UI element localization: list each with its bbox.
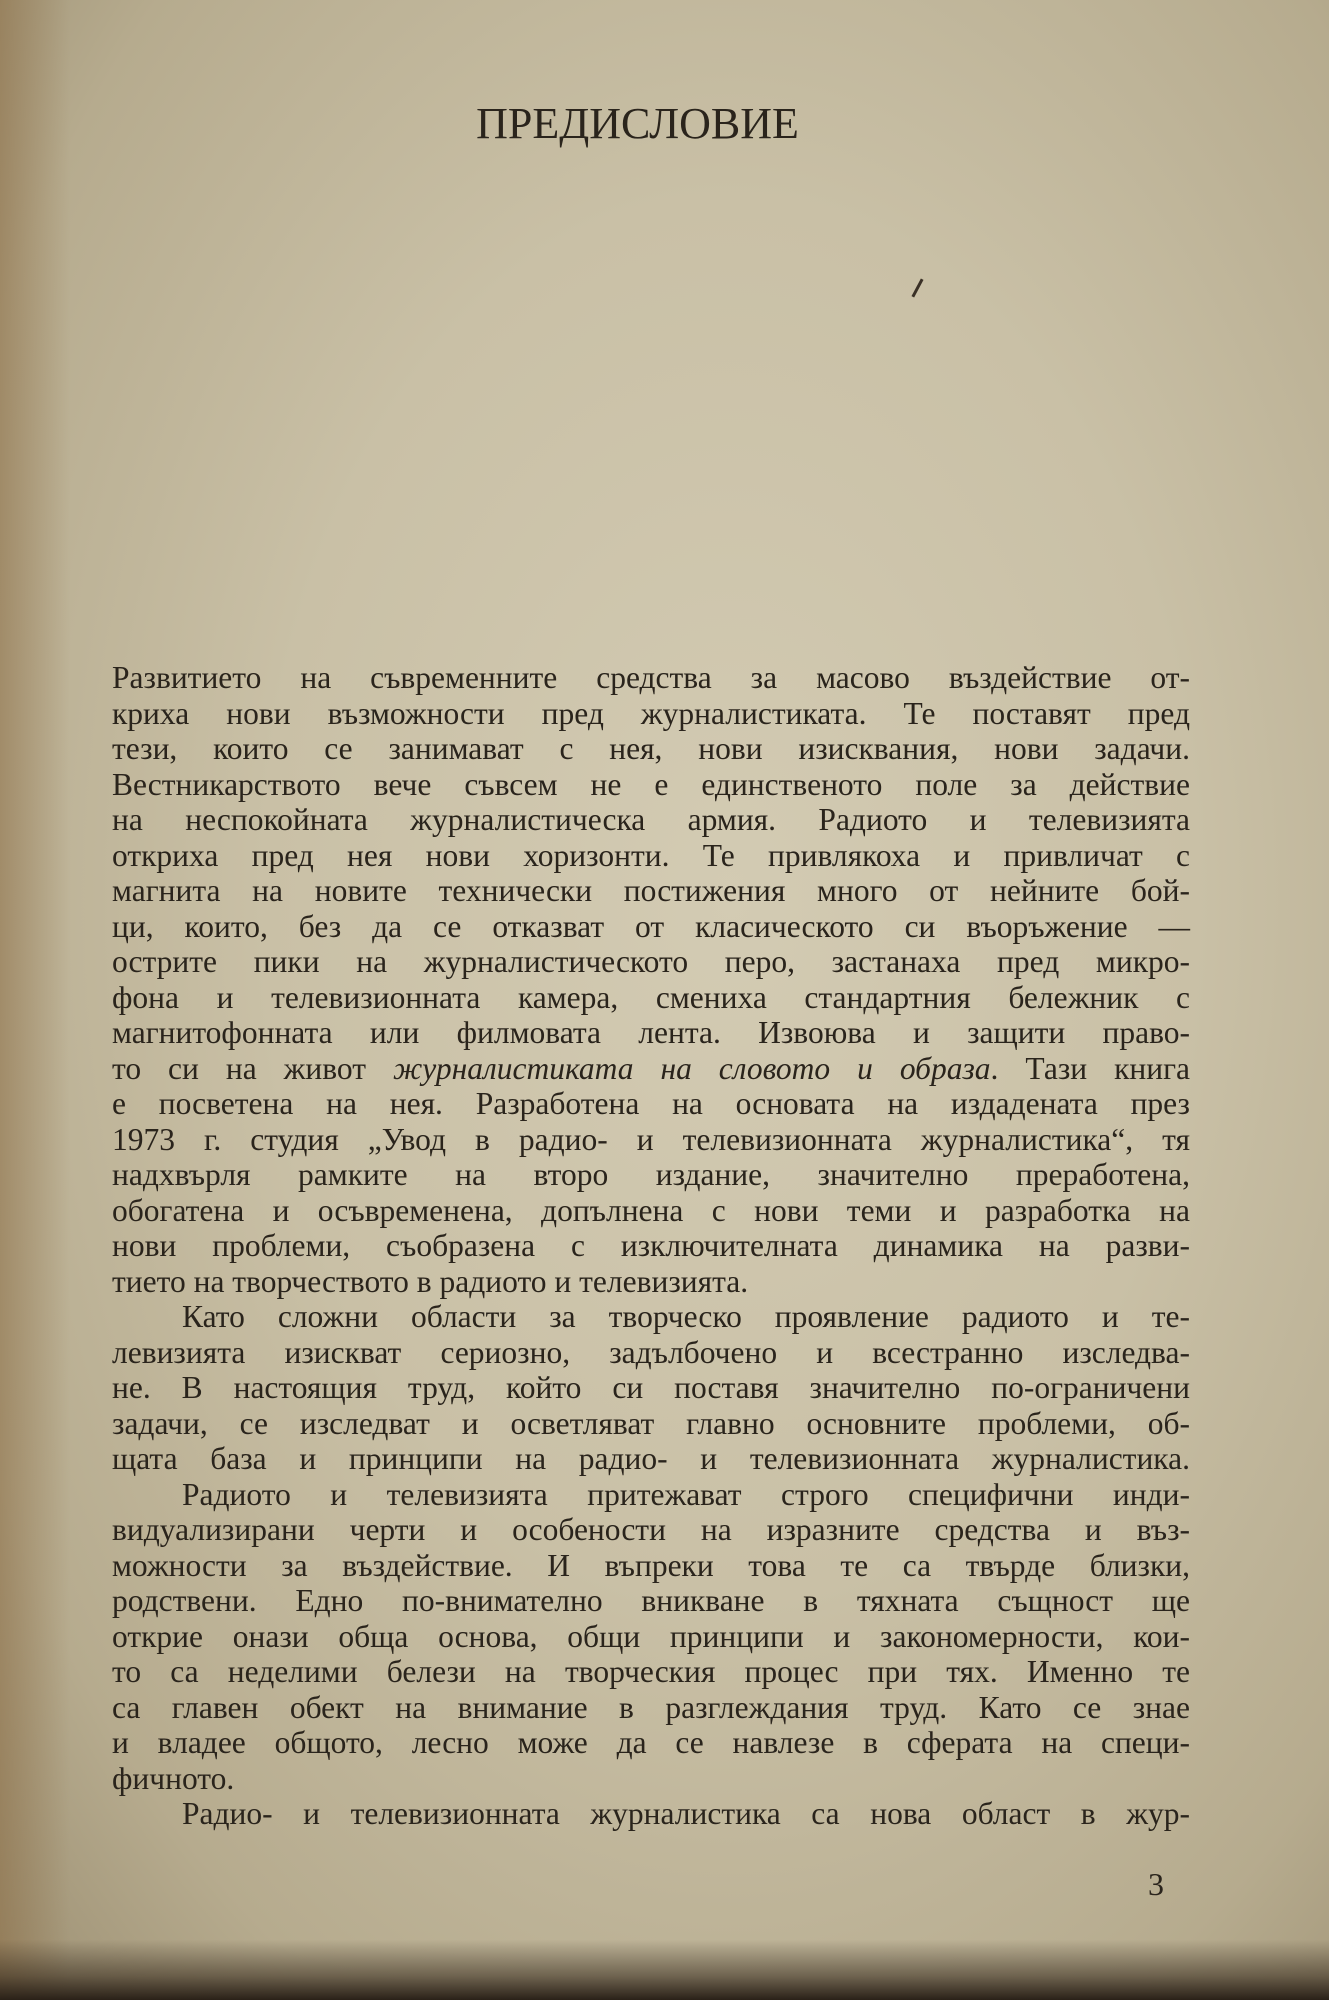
text-line: Радиото и телевизията притежават строго специфични инди- — [182, 1476, 1190, 1512]
text-line: Радио- и телевизионната журналистика са нова област в жур- — [182, 1796, 1190, 1831]
body-text — [112, 660, 1190, 1832]
text-line: и владее общото, лесно може да се навлезе в сферата на специ- — [112, 1725, 1190, 1760]
text-line: 1973 г. студия „Увод в радио- и телевизионната журналистика“, тя — [112, 1121, 1190, 1157]
text-line: не. В настоящия труд, който си поставя значително по-ограничени — [112, 1370, 1190, 1405]
text-line: Развитието на съвременните средства за масово въздействие от- — [112, 660, 1190, 695]
text-line: острите пики на журналистическото перо, застанаха пред микро- — [112, 944, 1190, 979]
text-line: видуализирани черти и особености на изразните средства и въз- — [112, 1512, 1190, 1547]
text-line: откриха пред нея нови хоризонти. Те привлякоха и привличат с — [112, 837, 1190, 873]
text-run: то си на живот — [112, 1050, 393, 1086]
text-line: са главен обект на внимание в разглеждания труд. Като се знае — [112, 1689, 1190, 1725]
text-line: левизията изискват сериозно, задълбочено и всестранно изследва- — [112, 1334, 1190, 1370]
text-line: на неспокойната журналистическа армия. Радиото и телевизията — [112, 802, 1190, 837]
text-line: родствени. Едно по-внимателно вникване в тяхната същност ще — [112, 1583, 1190, 1618]
italic-phrase: журналистиката на словото и образа — [392, 1050, 991, 1086]
text-line: щата база и принципи на радио- и телевизионната журналистика. — [112, 1441, 1190, 1476]
text-line: тието на творчеството в радиото и телевизията. — [112, 1263, 749, 1299]
text-line: фона и телевизионната камера, смениха стандартния бележник с — [112, 979, 1190, 1015]
page-title: ПРЕДИСЛОВИЕ — [476, 99, 799, 148]
text-line: ци, които, без да се отказват от класическото си въоръжение — — [112, 908, 1190, 944]
text-line: то са неделими белези на творческия процес при тях. Именно те — [112, 1654, 1190, 1689]
text-line: Като сложни области за творческо проявление радиото и те- — [182, 1299, 1190, 1334]
text-line: магнита на новите технически постижения много от нейните бой- — [112, 873, 1190, 908]
text-line: обогатена и осъвременена, допълнена с нови теми и разработка на — [112, 1192, 1190, 1228]
text-run: . Тази книга — [990, 1050, 1190, 1086]
text-line: магнитофонната или филмовата лента. Извоюва и защити право- — [112, 1015, 1190, 1050]
text-line: е посветена на нея. Разработена на основата на издадената през — [112, 1086, 1190, 1121]
page-number: 3 — [1148, 1866, 1164, 1902]
text-line: Вестникарството вече съвсем не е единственото поле за действие — [112, 766, 1190, 802]
text-line-with-italic — [112, 1051, 1190, 1087]
text-line: тези, които се занимават с нея, нови изисквания, нови задачи. — [112, 731, 1190, 766]
text-line: задачи, се изследват и осветляват главно основните проблеми, об- — [112, 1405, 1190, 1441]
text-line: можности за въздействие. И въпреки това те са твърде близки, — [112, 1547, 1190, 1583]
text-line: открие онази обща основа, общи принципи и закономерности, кои- — [112, 1618, 1190, 1654]
text-line: надхвърля рамките на второ издание, значително преработена, — [112, 1157, 1190, 1192]
text-line: криха нови възможности пред журналистиката. Те поставят пред — [112, 695, 1190, 731]
text-line: нови проблеми, съобразена с изключителната динамика на разви- — [112, 1228, 1190, 1263]
text-line: фичното. — [112, 1760, 235, 1796]
pencil-mark — [911, 278, 923, 297]
